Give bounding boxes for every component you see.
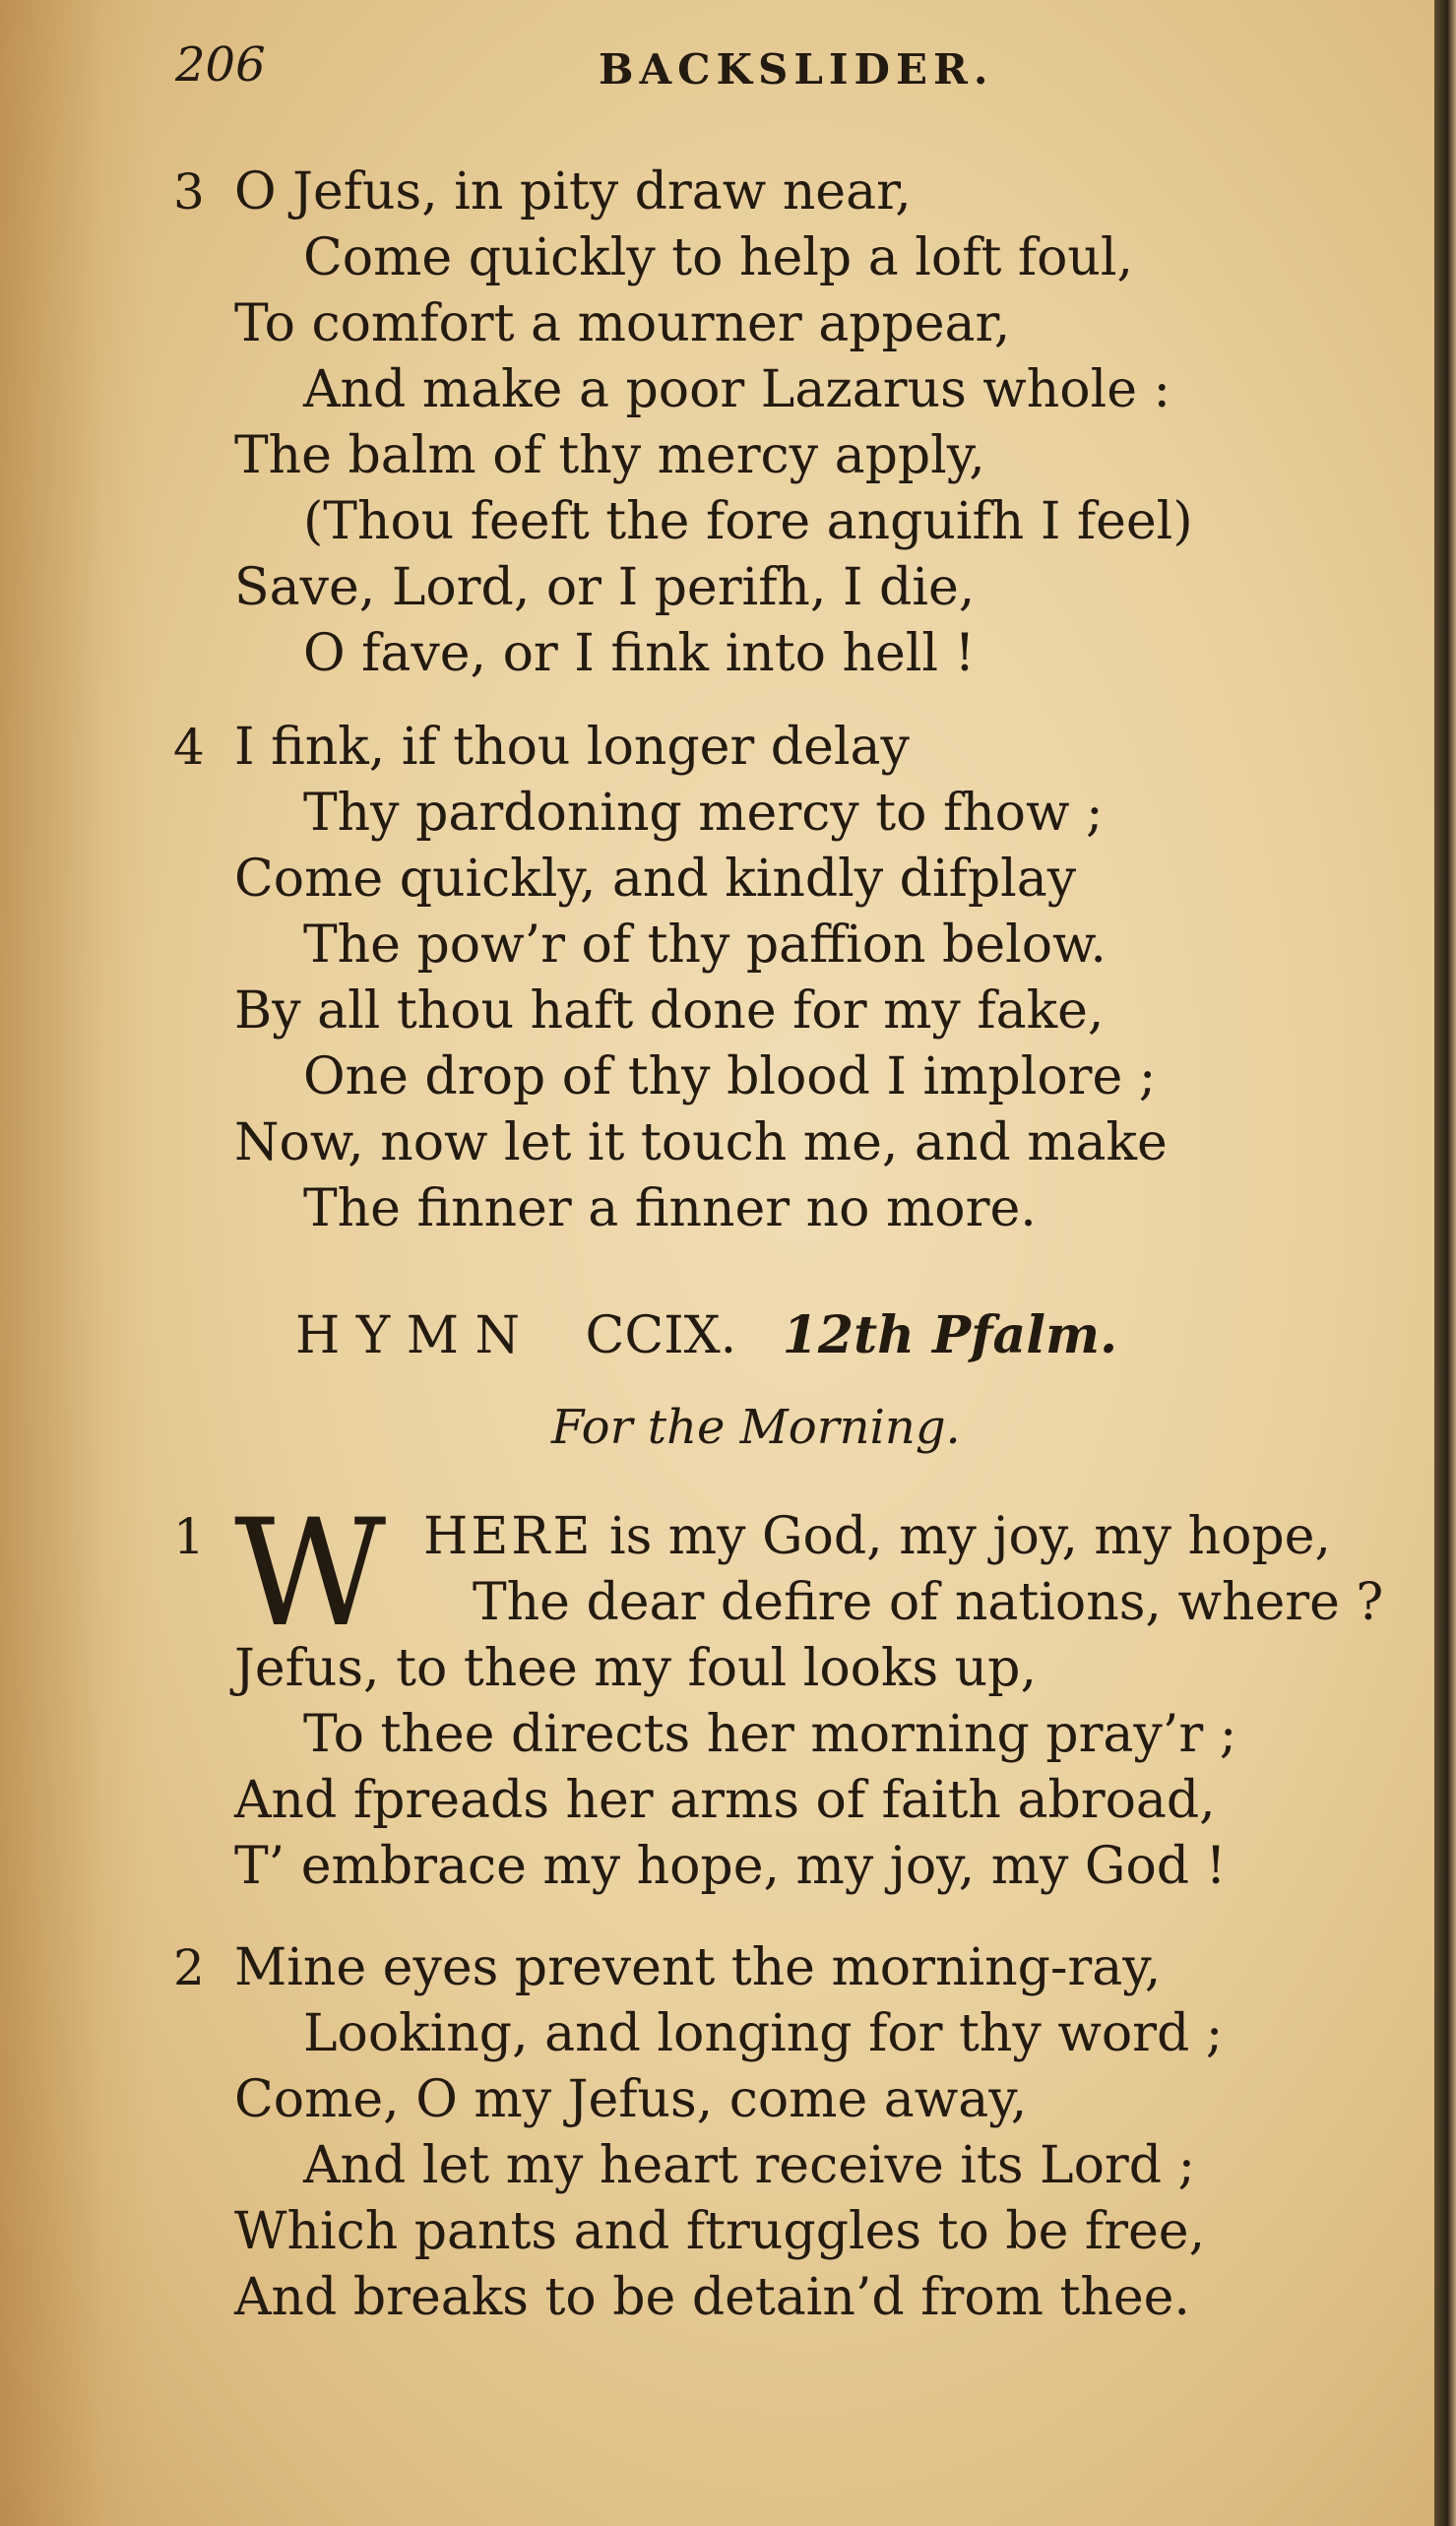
page-header bbox=[175, 37, 1397, 96]
verse-line: Looking, and longing for thy word ; bbox=[303, 2004, 1224, 2063]
verse-line: Jefus, to thee my foul looks up, bbox=[234, 1639, 1037, 1698]
verse-line: To thee directs her morning pray’r ; bbox=[303, 1705, 1237, 1764]
verse-line: The balm of thy mercy apply, bbox=[234, 426, 985, 485]
verse-line: By all thou haft done for my fake, bbox=[234, 981, 1105, 1041]
verse-line: (Thou feeft the fore anguifh I feel) bbox=[303, 492, 1193, 551]
hymn-stanza-2 bbox=[173, 1935, 1224, 2331]
verse-line: And breaks to be detain’d from thee. bbox=[234, 2268, 1190, 2327]
verse-line: Now, now let it touch me, and make bbox=[234, 1113, 1168, 1172]
hymn-subtitle: For the Morning. bbox=[551, 1400, 961, 1455]
verse-line: The finner a finner no more. bbox=[303, 1179, 1037, 1238]
verse-line: O Jefus, in pity draw near, bbox=[234, 162, 912, 221]
hymn-stanza-1-rest bbox=[234, 1636, 1236, 1900]
verse-line: Come, O my Jefus, come away, bbox=[234, 2070, 1028, 2129]
verse-line: Thy pardoning mercy to fhow ; bbox=[303, 784, 1104, 843]
page-stain bbox=[0, 0, 148, 2526]
stanza-number: 2 bbox=[173, 1939, 205, 1996]
verse-line: I fink, if thou longer delay bbox=[234, 718, 910, 777]
stanza-4 bbox=[173, 715, 1168, 1242]
verse-line: Mine eyes prevent the morning-ray, bbox=[234, 1938, 1162, 1997]
psalm-reference: 12th Pfalm. bbox=[782, 1305, 1118, 1365]
stanza-number: 3 bbox=[173, 163, 205, 221]
verse-line: Come quickly to help a loft foul, bbox=[303, 228, 1134, 287]
verse-line: To comfort a mourner appear, bbox=[234, 294, 1011, 353]
verse-line: The dear defire of nations, where ? bbox=[473, 1573, 1384, 1632]
verse-line: One drop of thy blood I implore ; bbox=[303, 1047, 1157, 1106]
verse-line-rest: is my God, my joy, my hope, bbox=[593, 1507, 1331, 1566]
verse-line: Come quickly, and kindly difplay bbox=[234, 850, 1077, 909]
verse-line: And fpreads her arms of faith abroad, bbox=[234, 1771, 1216, 1830]
verse-line: The pow’r of thy paffion below. bbox=[303, 916, 1107, 975]
verse-line: T’ embrace my hope, my joy, my God ! bbox=[234, 1837, 1227, 1896]
verse-line: And let my heart receive its Lord ; bbox=[303, 2136, 1196, 2195]
book-spine-edge bbox=[1434, 0, 1456, 2526]
hymn-title bbox=[295, 1301, 1221, 1370]
hymn-label: H Y M N bbox=[295, 1306, 521, 1365]
verse-line-caps: HERE bbox=[423, 1507, 594, 1566]
verse-line: Save, Lord, or I perifh, I die, bbox=[234, 558, 976, 617]
stanza-number: 1 bbox=[173, 1508, 205, 1565]
drop-cap: W bbox=[234, 1488, 387, 1660]
verse-line: O fave, or I fink into hell ! bbox=[303, 624, 976, 683]
verse-line: Which pants and ftruggles to be free, bbox=[234, 2202, 1206, 2261]
page-number: 206 bbox=[175, 37, 266, 93]
running-head: BACKSLIDER. bbox=[599, 45, 994, 94]
verse-line: And make a poor Lazarus whole : bbox=[303, 360, 1171, 419]
hymn-number: CCIX. bbox=[585, 1306, 737, 1365]
stanza-number: 4 bbox=[173, 719, 205, 776]
stanza-3 bbox=[173, 159, 1193, 687]
verse-line bbox=[423, 1504, 1331, 1570]
